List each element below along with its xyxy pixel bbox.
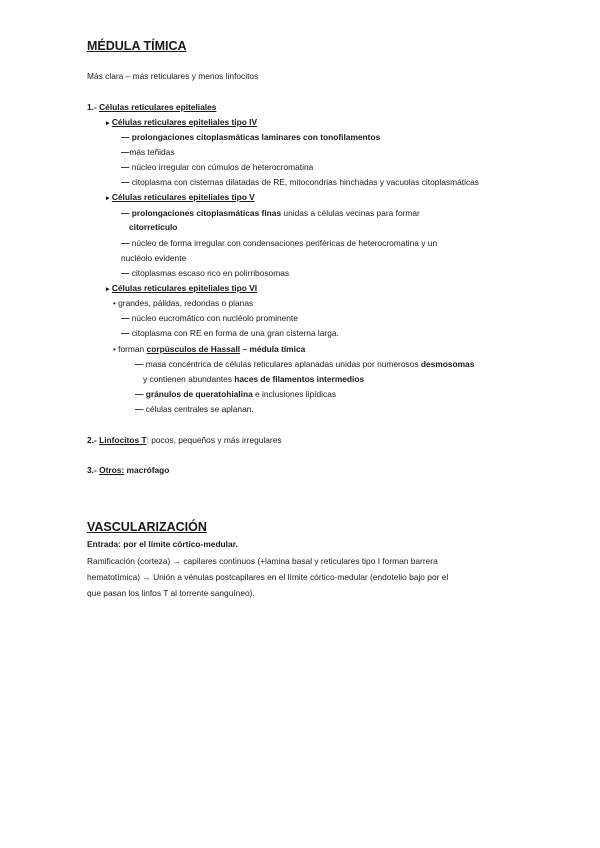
dash-icon: —: [135, 404, 144, 414]
dash-icon: —: [121, 162, 130, 172]
type-5-line-3: — citoplasmas escaso rico en polirribosomas: [121, 268, 290, 278]
dash-icon: —: [121, 328, 130, 338]
dash-icon: —: [121, 177, 130, 187]
dash-icon: —: [135, 359, 144, 369]
type-6-sub-2: — citoplasma con RE en forma de una gran cisterna larga.: [121, 328, 339, 338]
item-3-title: Otros:: [99, 465, 125, 475]
dash-icon: —: [121, 147, 130, 157]
type-5-line-2-cont: nucléolo evidente: [121, 253, 187, 263]
type-6-bullet-1: • grandes, pálidas, redondas o planas: [113, 298, 254, 308]
type-5-line-1-cont: citorretículo: [129, 222, 178, 232]
triangle-bullet-icon: ▸: [106, 286, 110, 293]
type-5-line-2: — núcleo de forma irregular con condensaciones periféricas de heterocromatina y un: [121, 238, 438, 248]
type-5-title: Células reticulares epiteliales tipo V: [111, 192, 255, 202]
triangle-bullet-icon: ▸: [106, 120, 110, 127]
type-6-sub-1: — núcleo eucromático con nucléolo prominente: [121, 313, 298, 323]
dash-icon: —: [121, 238, 130, 248]
item-3: 3.- Otros: macrófago: [87, 465, 170, 475]
type-5-heading: [106, 192, 255, 204]
type-6-bullet-2: • forman corpúsculos de Hassall – médula tímica: [113, 344, 306, 354]
triangle-bullet-icon: ▸: [106, 195, 110, 202]
hassall-line-1-cont: y contienen abundantes haces de filamentos intermedios: [143, 374, 365, 384]
item-1-heading: [87, 102, 216, 113]
hassall-line-3: — células centrales se aplanan.: [135, 404, 254, 414]
item-2: 2.- Linfocitos T: pocos, pequeños y más irregulares: [87, 435, 282, 445]
type-6-title: Células reticulares epiteliales tipo VI: [111, 283, 258, 293]
intro-text: Más clara – más reticulares y menos linfocitos: [87, 71, 259, 81]
hassall-link: corpúsculos de Hassall: [146, 344, 241, 354]
section-title-medula: MÉDULA TÍMICA: [87, 39, 187, 53]
type-4-line-3: — núcleo irregular con cúmulos de heterocromatina: [121, 162, 314, 172]
type-4-line-2: —más teñidas: [121, 147, 175, 157]
section-title-vascularizacion: VASCULARIZACIÓN: [87, 520, 207, 534]
type-5-line-1: — prolongaciones citoplasmáticas finas unidas a células vecinas para formar: [121, 208, 420, 218]
ramificacion-line-3: que pasan los linfos T al torrente sanguíneo).: [87, 588, 255, 598]
type-4-heading: [106, 117, 257, 129]
item-1-title: Células reticulares epiteliales: [99, 102, 217, 112]
ramificacion-line-2: hematotímica) → Unión a vénulas postcapilares en el límite córtico-medular (endotelio bajo por el: [87, 572, 449, 582]
dash-icon: —: [121, 132, 130, 142]
dash-icon: —: [121, 313, 130, 323]
type-4-line-1: — prolongaciones citoplasmáticas laminares con tonofilamentos: [121, 132, 381, 142]
entrada-text: Entrada: por el límite córtico-medular.: [87, 539, 238, 549]
ramificacion-line-1: Ramificación (corteza) → capilares continuos (+lamina basal y reticulares tipo I forman barrera: [87, 556, 438, 566]
type-6-heading: [106, 283, 257, 295]
item-1-number: 1.-: [87, 102, 97, 112]
bullet-icon: •: [113, 299, 116, 308]
type-4-line-4: — citoplasma con cisternas dilatadas de RE, mitocondrias hinchadas y vacuolas citoplasmáticas: [121, 177, 479, 187]
item-2-title: Linfocitos T: [99, 435, 147, 445]
hassall-line-1: — masa concéntrica de células reticulares aplanadas unidas por numerosos desmosomas: [135, 359, 475, 369]
dash-icon: —: [121, 208, 130, 218]
type-4-title: Células reticulares epiteliales tipo IV: [111, 117, 258, 127]
dash-icon: —: [121, 268, 130, 278]
hassall-line-2: — gránulos de queratohialina e inclusiones lipídicas: [135, 389, 337, 399]
dash-icon: —: [135, 389, 144, 399]
bullet-icon: •: [113, 345, 116, 354]
